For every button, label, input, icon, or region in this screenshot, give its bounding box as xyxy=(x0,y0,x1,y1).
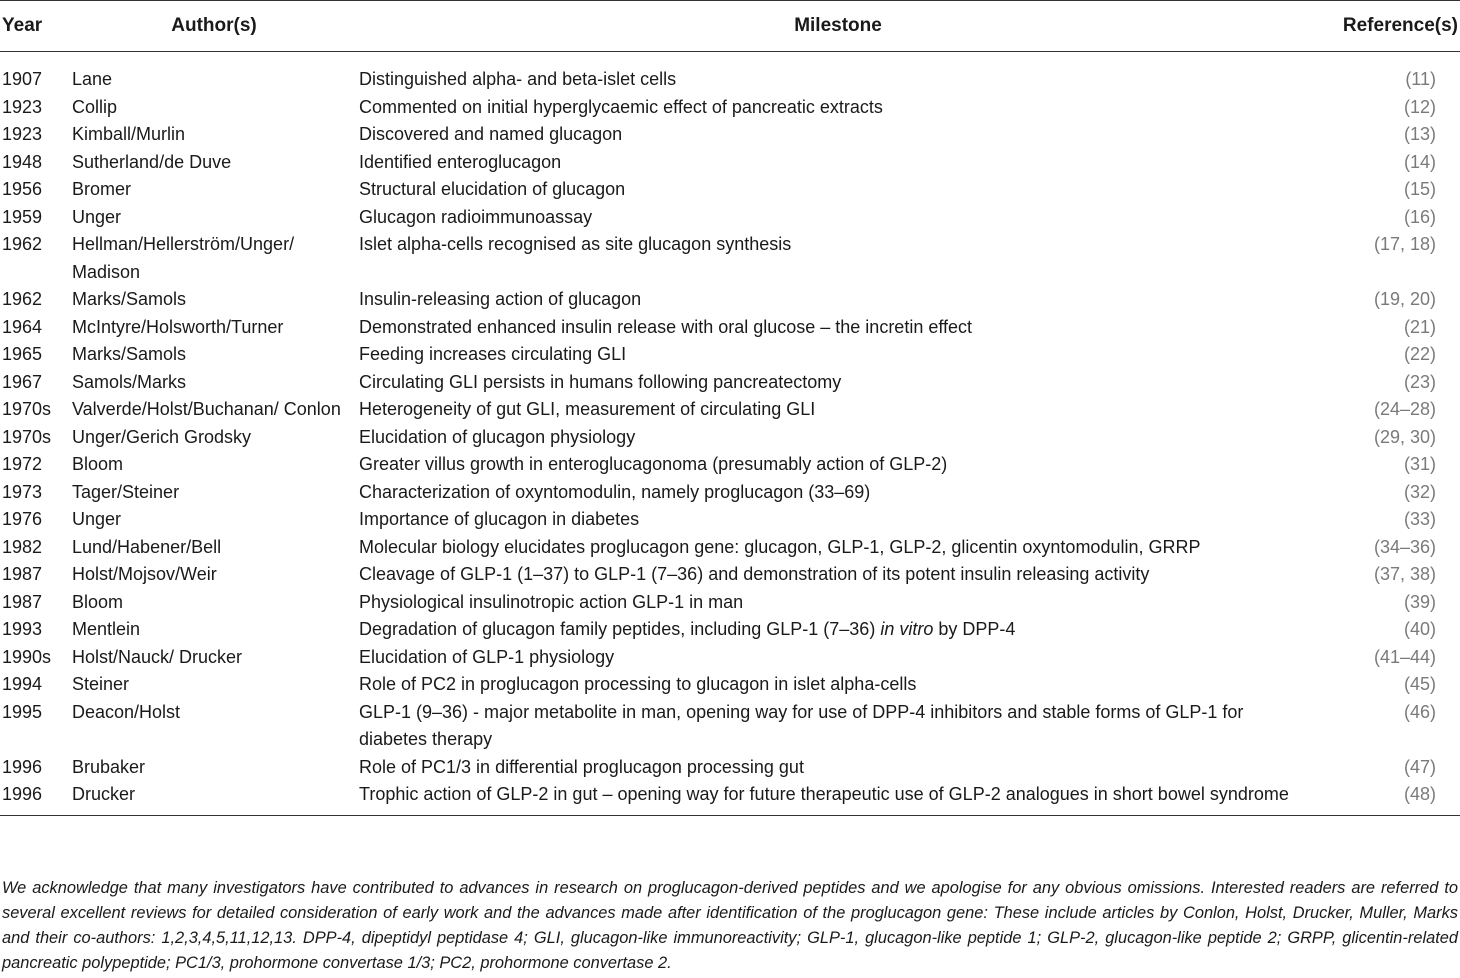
cell-references: (13) xyxy=(1403,124,1436,144)
cell-authors: Bloom xyxy=(72,454,124,474)
cell-milestone: Circulating GLI persists in humans following pancreatectomy xyxy=(359,371,842,392)
cell-milestone: Discovered and named glucagon xyxy=(359,124,623,144)
cell-year: 1995 xyxy=(2,701,43,722)
cell-year: 1996 xyxy=(2,756,43,777)
cell-year: 1987 xyxy=(2,564,43,584)
cell-authors: Collip xyxy=(72,96,118,117)
cell-authors: Holst/Nauck/ Drucker xyxy=(72,646,243,667)
cell-references: (11) xyxy=(1405,69,1436,89)
cell-milestone: Elucidation of glucagon physiology xyxy=(359,426,636,447)
milestone-italic-text: in vitro xyxy=(880,619,934,639)
cell-milestone: Characterization of oxyntomodulin, namely proglucagon (33–69) xyxy=(359,481,871,502)
cell-milestone xyxy=(358,616,1318,644)
cell-references: (33) xyxy=(1403,509,1436,529)
cell-milestone: Cleavage of GLP-1 (1–37) to GLP-1 (7–36) and demonstration of its potent insulin releasing activity xyxy=(359,564,1150,584)
cell-authors: Steiner xyxy=(72,674,130,694)
cell-authors: Marks/Samols xyxy=(72,289,187,309)
cell-year: 1994 xyxy=(2,674,43,694)
cell-milestone: Insulin-releasing action of glucagon xyxy=(359,289,642,309)
cell-authors: Lund/Habener/Bell xyxy=(72,536,222,557)
cell-year: 1970s xyxy=(2,426,52,447)
cell-milestone: Physiological insulinotropic action GLP-1 in man xyxy=(359,591,744,612)
cell-year: 1948 xyxy=(2,151,43,172)
cell-references: (22) xyxy=(1403,344,1436,364)
table-footnote: We acknowledge that many investigators have contributed to advances in research on proglucagon-derived peptides and we apologise for any obvious omissions. Interested readers are referred to several excellent reviews for detailed consideration of early work and the advances made after identification of the proglucagon gene: These include articles by Conlon, Holst, Drucker, Muller, Marks and their co-authors: 1,2,3,4,5,11,12,13. DPP-4, dipeptidyl peptidase 4; GLI, glucagon-like immunoreactivity; GLP-1, glucagon-like peptide 1; GLP-2, glucagon-like peptide 2; GRPP, glicentin-related pancreatic polypeptide; PC1/3, prohormone convertase 1/3; PC2, prohormone convertase 2. xyxy=(2,879,1458,972)
table-row xyxy=(0,424,1460,452)
cell-milestone: Feeding increases circulating GLI xyxy=(359,344,627,364)
header-year: Year xyxy=(0,1,70,52)
cell-milestone: Trophic action of GLP-2 in gut – opening way for future therapeutic use of GLP-2 analogues in short bowel syndrome xyxy=(359,784,1289,804)
cell-authors: Mentlein xyxy=(72,619,141,639)
cell-authors: Unger xyxy=(72,206,122,227)
header-milestone: Milestone xyxy=(358,1,1318,52)
cell-milestone: Distinguished alpha- and beta-islet cells xyxy=(359,69,677,89)
cell-year: 1972 xyxy=(2,454,43,474)
table-row xyxy=(0,176,1460,204)
cell-milestone: Heterogeneity of gut GLI, measurement of circulating GLI xyxy=(359,399,816,419)
cell-milestone: Molecular biology elucidates proglucagon gene: glucagon, GLP-1, GLP-2, glicentin oxyntomodulin, GRRP xyxy=(359,536,1201,557)
cell-authors: Valverde/Holst/Buchanan/ Conlon xyxy=(72,399,341,419)
cell-references: (23) xyxy=(1403,371,1436,392)
table-row xyxy=(0,589,1460,617)
cell-references: (24–28) xyxy=(1373,399,1436,419)
cell-milestone: GLP-1 (9–36) - major metabolite in man, opening way for use of DPP-4 inhibitors and stable forms of GLP-1 for diabetes therapy xyxy=(359,701,1244,749)
cell-references: (19, 20) xyxy=(1373,289,1436,309)
cell-milestone: Structural elucidation of glucagon xyxy=(359,179,626,199)
cell-authors: Samols/Marks xyxy=(72,371,187,392)
cell-milestone: Glucagon radioimmunoassay xyxy=(359,206,593,227)
cell-milestone: Demonstrated enhanced insulin release with oral glucose – the incretin effect xyxy=(359,316,973,337)
cell-authors: Unger/Gerich Grodsky xyxy=(72,426,252,447)
header-row xyxy=(0,1,1460,52)
cell-references: (16) xyxy=(1403,206,1436,227)
milestone-text: Degradation of glucagon family peptides, including GLP-1 (7–36) xyxy=(359,619,881,639)
cell-authors: Brubaker xyxy=(72,756,146,777)
cell-year: 1923 xyxy=(2,96,43,117)
table-header xyxy=(0,1,1460,52)
cell-year: 1962 xyxy=(2,234,43,254)
cell-year: 1976 xyxy=(2,509,43,529)
cell-milestone: Role of PC2 in proglucagon processing to glucagon in islet alpha-cells xyxy=(359,674,917,694)
cell-references: (46) xyxy=(1403,701,1436,722)
table-row xyxy=(0,754,1460,782)
table-row xyxy=(0,534,1460,562)
table-row xyxy=(0,699,1460,754)
table-row xyxy=(0,286,1460,314)
cell-references: (37, 38) xyxy=(1373,564,1436,584)
cell-milestone: Importance of glucagon in diabetes xyxy=(359,509,640,529)
cell-references: (17, 18) xyxy=(1373,234,1436,254)
cell-year: 1970s xyxy=(2,399,52,419)
table-row xyxy=(0,781,1460,815)
cell-references: (40) xyxy=(1403,619,1436,639)
cell-authors: Marks/Samols xyxy=(72,344,187,364)
cell-milestone: Islet alpha-cells recognised as site glucagon synthesis xyxy=(359,234,792,254)
milestone-tail-text: by DPP-4 xyxy=(933,619,1016,639)
cell-milestone: Commented on initial hyperglycaemic effect of pancreatic extracts xyxy=(359,96,883,117)
cell-references: (48) xyxy=(1403,784,1436,804)
cell-year: 1973 xyxy=(2,481,43,502)
cell-authors: Bloom xyxy=(72,591,124,612)
table-row xyxy=(0,149,1460,177)
cell-year: 1964 xyxy=(2,316,43,337)
table-row xyxy=(0,644,1460,672)
cell-year: 1982 xyxy=(2,536,43,557)
cell-year: 1987 xyxy=(2,591,43,612)
table-row xyxy=(0,561,1460,589)
cell-references: (45) xyxy=(1403,674,1436,694)
table-row xyxy=(0,121,1460,149)
cell-year: 1923 xyxy=(2,124,43,144)
cell-authors: Bromer xyxy=(72,179,132,199)
table-row xyxy=(0,341,1460,369)
cell-references: (14) xyxy=(1403,151,1436,172)
table-body xyxy=(0,52,1460,816)
cell-authors: Kimball/Murlin xyxy=(72,124,186,144)
cell-year: 1967 xyxy=(2,371,43,392)
cell-references: (32) xyxy=(1403,481,1436,502)
cell-year: 1990s xyxy=(2,646,52,667)
table-row xyxy=(0,231,1460,286)
cell-references: (21) xyxy=(1403,316,1436,337)
cell-milestone: Identified enteroglucagon xyxy=(359,151,562,172)
cell-year: 1993 xyxy=(2,619,43,639)
cell-references: (15) xyxy=(1403,179,1436,199)
cell-references: (12) xyxy=(1403,96,1436,117)
cell-authors: Sutherland/de Duve xyxy=(72,151,232,172)
header-authors: Author(s) xyxy=(70,1,358,52)
table-row xyxy=(0,616,1460,644)
cell-authors: Hellman/Hellerström/Unger/ Madison xyxy=(72,234,295,282)
cell-year: 1907 xyxy=(2,69,43,89)
table-row xyxy=(0,451,1460,479)
table-row xyxy=(0,479,1460,507)
cell-authors: Unger xyxy=(72,509,122,529)
cell-references: (47) xyxy=(1403,756,1436,777)
cell-year: 1956 xyxy=(2,179,43,199)
table-row xyxy=(0,369,1460,397)
table-row xyxy=(0,204,1460,232)
cell-authors: Holst/Mojsov/Weir xyxy=(72,564,217,584)
table-row xyxy=(0,94,1460,122)
cell-year: 1965 xyxy=(2,344,43,364)
cell-year: 1996 xyxy=(2,784,43,804)
table-row xyxy=(0,506,1460,534)
cell-milestone: Role of PC1/3 in differential proglucagon processing gut xyxy=(359,756,804,777)
table-row xyxy=(0,314,1460,342)
cell-authors: Drucker xyxy=(72,784,136,804)
cell-references: (39) xyxy=(1403,591,1436,612)
cell-milestone: Elucidation of GLP-1 physiology xyxy=(359,646,615,667)
cell-references: (29, 30) xyxy=(1373,426,1436,447)
cell-authors: Deacon/Holst xyxy=(72,701,181,722)
table-row xyxy=(0,52,1460,94)
cell-authors: McIntyre/Holsworth/Turner xyxy=(72,316,284,337)
cell-authors: Tager/Steiner xyxy=(72,481,180,502)
cell-year: 1959 xyxy=(2,206,43,227)
table-row xyxy=(0,396,1460,424)
table-row xyxy=(0,671,1460,699)
cell-references: (41–44) xyxy=(1373,646,1436,667)
cell-milestone: Greater villus growth in enteroglucagonoma (presumably action of GLP-2) xyxy=(359,454,948,474)
cell-references: (34–36) xyxy=(1373,536,1436,557)
cell-authors: Lane xyxy=(72,69,113,89)
cell-references: (31) xyxy=(1403,454,1436,474)
header-references: Reference(s) xyxy=(1318,1,1460,52)
cell-year: 1962 xyxy=(2,289,43,309)
